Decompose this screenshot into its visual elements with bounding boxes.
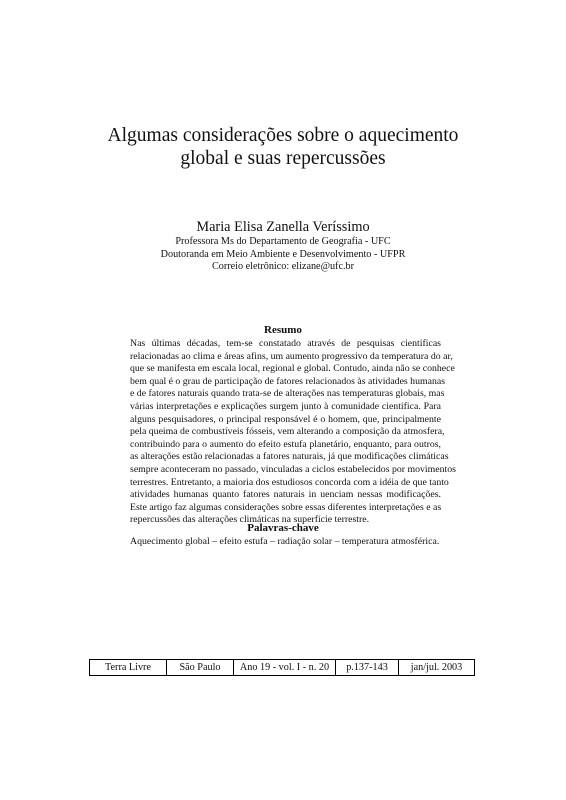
author-name: Maria Elisa Zanella Veríssimo [196,219,370,235]
title-line-1: Algumas considerações sobre o aquecimento [107,125,459,146]
pages-cell: p.137-143 [336,660,399,676]
abstract-heading: Resumo [264,324,302,336]
title-line-2: global e suas repercussões [180,148,386,169]
journal-cell: Terra Livre [90,660,167,676]
abstract-line: Nas últimas décadas, tem-se constatado através de pesquisas científicas [130,338,441,349]
abstract-line: bem qual é o grau de participação de fatores relacionados às atividades humanas [130,375,446,387]
abstract-line: e de fatores naturais quando trata-se de alterações nas temperaturas globais, mas [130,388,445,400]
author-affiliation-2: Doutoranda em Meio Ambiente e Desenvolvimento - UFPR [160,248,406,260]
date-cell: jan/jul. 2003 [399,660,475,676]
citation-table [89,659,475,676]
citation-row [90,660,475,676]
abstract-line: contribuindo para o aumento do efeito estufa planetário, enquanto, para outros, [130,438,441,450]
article-title [60,124,506,170]
abstract-line: alguns pesquisadores, o principal responsável é o homem, que, principalmente [130,413,441,425]
abstract-line: Este artigo faz algumas considerações sobre essas diferentes interpretações e as [130,501,442,513]
abstract-line: várias interpretações e explicações surgem junto à comunidade científica. Para [130,400,441,412]
abstract-body [130,338,456,527]
abstract-line: terrestres. Entretanto, a maioria dos estudiosos concorda com a idéia de que tanto [130,476,449,488]
city-cell: São Paulo [167,660,234,676]
abstract-line: atividades humanas quanto fatores naturais in uenciam nessas modificações. [130,489,441,501]
abstract-line: relacionadas ao clima e áreas afins, um aumento progressivo da temperatura do ar, [130,350,453,362]
abstract-line: pela queima de combustíveis fósseis, vem alterando a composição da atmosfera, [130,426,445,438]
abstract-line: que se manifesta em escala local, regional e global. Contudo, ainda não se conhece [130,363,455,375]
keywords-text: Aquecimento global – efeito estufa – radiação solar – temperatura atmosférica. [130,536,440,547]
abstract-line: as alterações estão relacionadas a fatores naturais, já que modificações climáticas [130,451,449,463]
keywords-heading: Palavras-chave [247,522,319,534]
abstract-line: sempre aconteceram no passado, vinculadas a ciclos estabelecidos por movimentos [130,463,456,475]
author-email: Correio eletrônico: elizane@ufc.br [211,261,355,272]
abstract-line: repercussões das alterações climáticas na superfície terrestre. [130,514,370,526]
author-affiliation-1: Professora Ms do Departamento de Geografia - UFC [175,236,391,247]
volume-cell: Ano 19 - vol. I - n. 20 [234,660,336,676]
